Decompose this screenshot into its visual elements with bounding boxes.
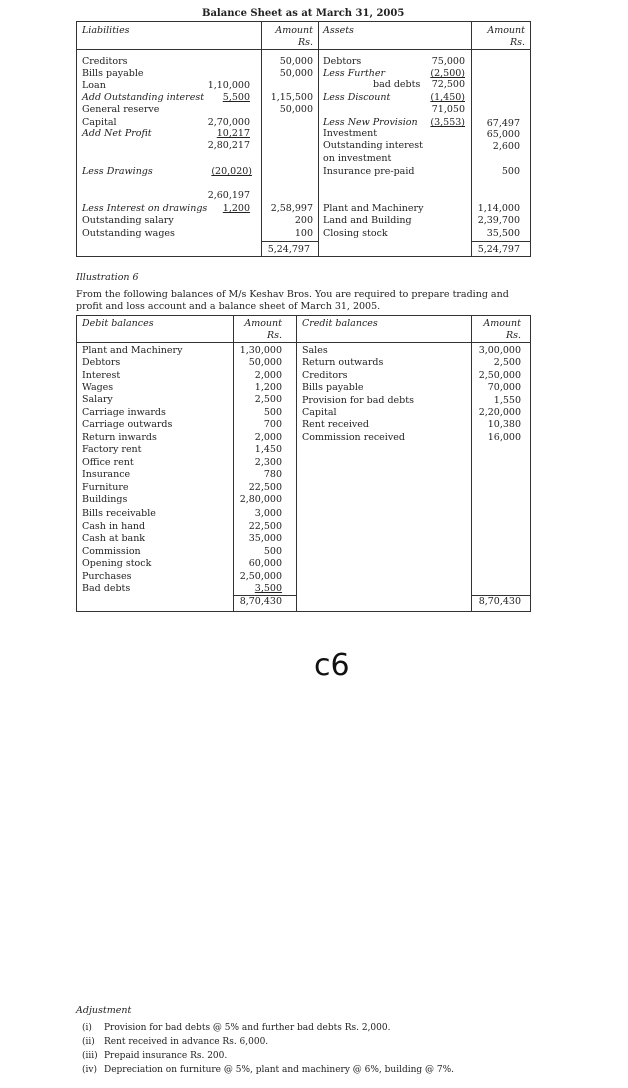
header-amount: Amount <box>275 25 313 36</box>
liab-loan: Loan <box>82 80 106 91</box>
debit-item-amount: 2,50,000 <box>239 571 282 582</box>
debit-item-amount: 3,000 <box>254 508 282 519</box>
credit-item-name: Commission received <box>302 431 405 443</box>
adjustment-item-text: Provision for bad debts @ 5% and further bad debts Rs. 2,000. <box>104 1023 391 1033</box>
debit-item-amount: 35,000 <box>248 533 282 544</box>
asset-insurance-prepaid-amt: 500 <box>501 166 520 177</box>
credit-item-name: Rent received <box>302 419 369 431</box>
asset-bad-debts-inner: 72,500 <box>431 79 465 90</box>
debit-item-amount: 22,500 <box>248 482 282 493</box>
asset-less-discount: Less Discount <box>323 92 391 103</box>
asset-less-further-inner: (2,500) <box>430 68 465 79</box>
credit-item-name: Provision for bad debts <box>302 394 414 406</box>
debit-item-amount: 1,450 <box>254 444 282 455</box>
debit-item-name: Furniture <box>82 482 129 493</box>
credit-item-amount: 10,380 <box>487 419 521 431</box>
credit-item-name: Capital <box>302 407 337 418</box>
debit-item-amount: 2,300 <box>254 457 282 468</box>
asset-debtors-inner: 75,000 <box>431 56 465 67</box>
header-assets: Assets <box>323 25 354 36</box>
adjustment-item-number: (ii) <box>82 1037 95 1047</box>
debit-item-name: Opening stock <box>82 558 152 569</box>
debit-item-amount: 500 <box>263 407 282 418</box>
debit-item-name: Bills receivable <box>82 508 156 519</box>
debit-item-amount: 2,000 <box>254 370 282 381</box>
credit-item-amount: 2,50,000 <box>478 369 521 381</box>
liab-less-drawings-inner: (20,020) <box>211 166 252 177</box>
asset-investment-amt: 65,000 <box>486 129 520 140</box>
credit-item-amount: 1,550 <box>493 394 521 406</box>
debit-item-amount: 1,200 <box>254 382 282 393</box>
debit-item-amount: 2,000 <box>254 432 282 443</box>
liab-outstanding-wages-amt: 100 <box>294 228 313 239</box>
liab-total: 5,24,797 <box>267 244 310 255</box>
credit-item-amount: 3,00,000 <box>478 345 521 356</box>
debit-item-amount: 700 <box>263 419 282 430</box>
adjustment-item-number: (iv) <box>82 1065 97 1075</box>
debit-item-name: Bad debts <box>82 583 131 594</box>
credit-item-amount: 16,000 <box>487 431 521 443</box>
debit-item-name: Insurance <box>82 469 131 480</box>
liab-creditors: Creditors <box>82 56 128 67</box>
debit-item-amount: 780 <box>263 469 282 480</box>
debit-item-amount: 50,000 <box>248 357 282 368</box>
liab-less-interest-on-drawings-inner: 1,200 <box>222 203 250 214</box>
credit-item-amount: 2,20,000 <box>478 407 521 418</box>
debit-item-name: Carriage outwards <box>82 419 173 430</box>
debit-item-amount: 1,30,000 <box>239 345 282 356</box>
adjustment-item-number: (i) <box>82 1023 92 1033</box>
credit-item-name: Bills payable <box>302 382 364 394</box>
handwritten-label: c6 <box>314 648 350 683</box>
header-credit-balances: Credit balances <box>302 318 378 329</box>
debit-item-name: Buildings <box>82 494 128 505</box>
debit-item-name: Office rent <box>82 457 134 468</box>
asset-debtors: Debtors <box>323 56 362 67</box>
asset-debtors-total: 67,497 <box>486 118 520 129</box>
debit-item-amount: 60,000 <box>248 558 282 569</box>
debit-item-amount: 2,80,000 <box>239 494 282 505</box>
asset-less-discount-inner: (1,450) <box>430 92 465 103</box>
asset-land-and-building-amt: 2,39,700 <box>477 215 520 226</box>
asset-plant-and-machinery: Plant and Machinery <box>323 203 424 214</box>
liab-subtotal2: 2,60,197 <box>207 190 250 201</box>
debit-item-amount: 3,500 <box>254 583 282 594</box>
asset-insurance-prepaid: Insurance pre-paid <box>323 166 415 177</box>
debit-item-name: Purchases <box>82 571 132 582</box>
liab-less-drawings: Less Drawings <box>82 166 153 177</box>
credit-total: 8,70,430 <box>478 596 521 607</box>
debit-item-name: Cash at bank <box>82 533 146 544</box>
header-debit-balances: Debit balances <box>82 318 154 329</box>
asset-closing-stock: Closing stock <box>323 228 388 239</box>
credit-item-name: Return outwards <box>302 357 384 369</box>
asset-sub-71050: 71,050 <box>431 104 465 115</box>
asset-less-new-provision: Less New Provision <box>323 117 418 128</box>
liab-capital: Capital <box>82 117 117 128</box>
debit-item-name: Wages <box>82 382 114 393</box>
credit-item-name: Sales <box>302 345 328 356</box>
header-debit-rs: Rs. <box>266 330 282 341</box>
debit-item-amount: 500 <box>263 546 282 557</box>
balance-sheet-title: Balance Sheet as at March 31, 2005 <box>202 8 405 19</box>
asset-total: 5,24,797 <box>477 244 520 255</box>
header-rs: Rs. <box>297 37 313 48</box>
liab-outstanding-salary: Outstanding salary <box>82 215 174 226</box>
debit-item-name: Cash in hand <box>82 521 146 532</box>
liab-general-reserve: General reserve <box>82 104 160 115</box>
debit-item-name: Commission <box>82 546 141 557</box>
liab-general-reserve-amt: 50,000 <box>279 104 313 115</box>
header-credit-rs: Rs. <box>505 330 521 341</box>
liab-loan-total: 1,15,500 <box>270 92 313 103</box>
asset-land-and-building: Land and Building <box>323 215 412 226</box>
header-liabilities: Liabilities <box>82 25 130 36</box>
asset-closing-stock-amt: 35,500 <box>486 228 520 239</box>
header-rs-assets: Rs. <box>509 37 525 48</box>
debit-item-name: Carriage inwards <box>82 407 166 418</box>
asset-outstanding-interest-amt: 2,600 <box>492 141 520 152</box>
adjustment-item-text: Rent received in advance Rs. 6,000. <box>104 1037 269 1047</box>
asset-bad-debts: bad debts <box>373 79 421 90</box>
illustration-text-line1: From the following balances of M/s Keshav Bros. You are required to prepare trading and <box>76 289 509 300</box>
header-credit-amount: Amount <box>483 318 521 329</box>
debit-total: 8,70,430 <box>239 596 282 607</box>
debit-item-name: Plant and Machinery <box>82 345 183 356</box>
liab-subtotal1: 2,80,217 <box>207 140 250 151</box>
liab-add-net-profit: Add Net Profit <box>82 128 152 139</box>
asset-on-investment: on investment <box>323 153 392 164</box>
debit-item-name: Debtors <box>82 357 121 368</box>
liab-outstanding-wages: Outstanding wages <box>82 228 175 239</box>
credit-item-name: Creditors <box>302 369 348 381</box>
illustration-text-line2: profit and loss account and a balance sheet of March 31, 2005. <box>76 301 381 312</box>
credit-item-amount: 2,500 <box>493 357 521 369</box>
asset-investment: Investment <box>323 128 378 139</box>
liab-bills-payable: Bills payable <box>82 68 144 79</box>
illustration-title: Illustration 6 <box>76 272 139 283</box>
adjustment-item-text: Prepaid insurance Rs. 200. <box>104 1051 228 1061</box>
asset-outstanding-interest: Outstanding interest <box>323 140 423 151</box>
liab-add-net-profit-inner: 10,217 <box>216 128 250 139</box>
debit-item-name: Return inwards <box>82 432 157 443</box>
liab-bills-payable-amt: 50,000 <box>279 68 313 79</box>
adjustment-item-number: (iii) <box>82 1051 98 1061</box>
liab-capital-inner: 2,70,000 <box>207 117 250 128</box>
adjustment-title: Adjustment <box>76 1005 132 1016</box>
liab-creditors-amt: 50,000 <box>279 56 313 67</box>
credit-item-amount: 70,000 <box>487 382 521 394</box>
header-debit-amount: Amount <box>244 318 282 329</box>
liab-loan-inner: 1,10,000 <box>207 80 250 91</box>
liab-capital-total: 2,58,997 <box>270 203 313 214</box>
liab-add-outstanding-interest: Add Outstanding interest <box>82 92 205 103</box>
adjustment-item-text: Depreciation on furniture @ 5%, plant and machinery @ 6%, building @ 7%. <box>104 1065 455 1075</box>
debit-item-name: Interest <box>82 370 121 381</box>
debit-item-amount: 22,500 <box>248 521 282 532</box>
asset-less-further: Less Further <box>323 68 386 79</box>
liab-add-outstanding-interest-inner: 5,500 <box>222 92 250 103</box>
header-amount-assets: Amount <box>487 25 525 36</box>
asset-less-new-provision-inner: (3,553) <box>430 117 465 128</box>
debit-item-name: Salary <box>82 394 113 405</box>
liab-less-interest-on-drawings: Less Interest on drawings <box>82 203 208 214</box>
asset-plant-and-machinery-amt: 1,14,000 <box>477 203 520 214</box>
liab-outstanding-salary-amt: 200 <box>294 215 313 226</box>
debit-item-name: Factory rent <box>82 444 142 455</box>
debit-item-amount: 2,500 <box>254 394 282 405</box>
